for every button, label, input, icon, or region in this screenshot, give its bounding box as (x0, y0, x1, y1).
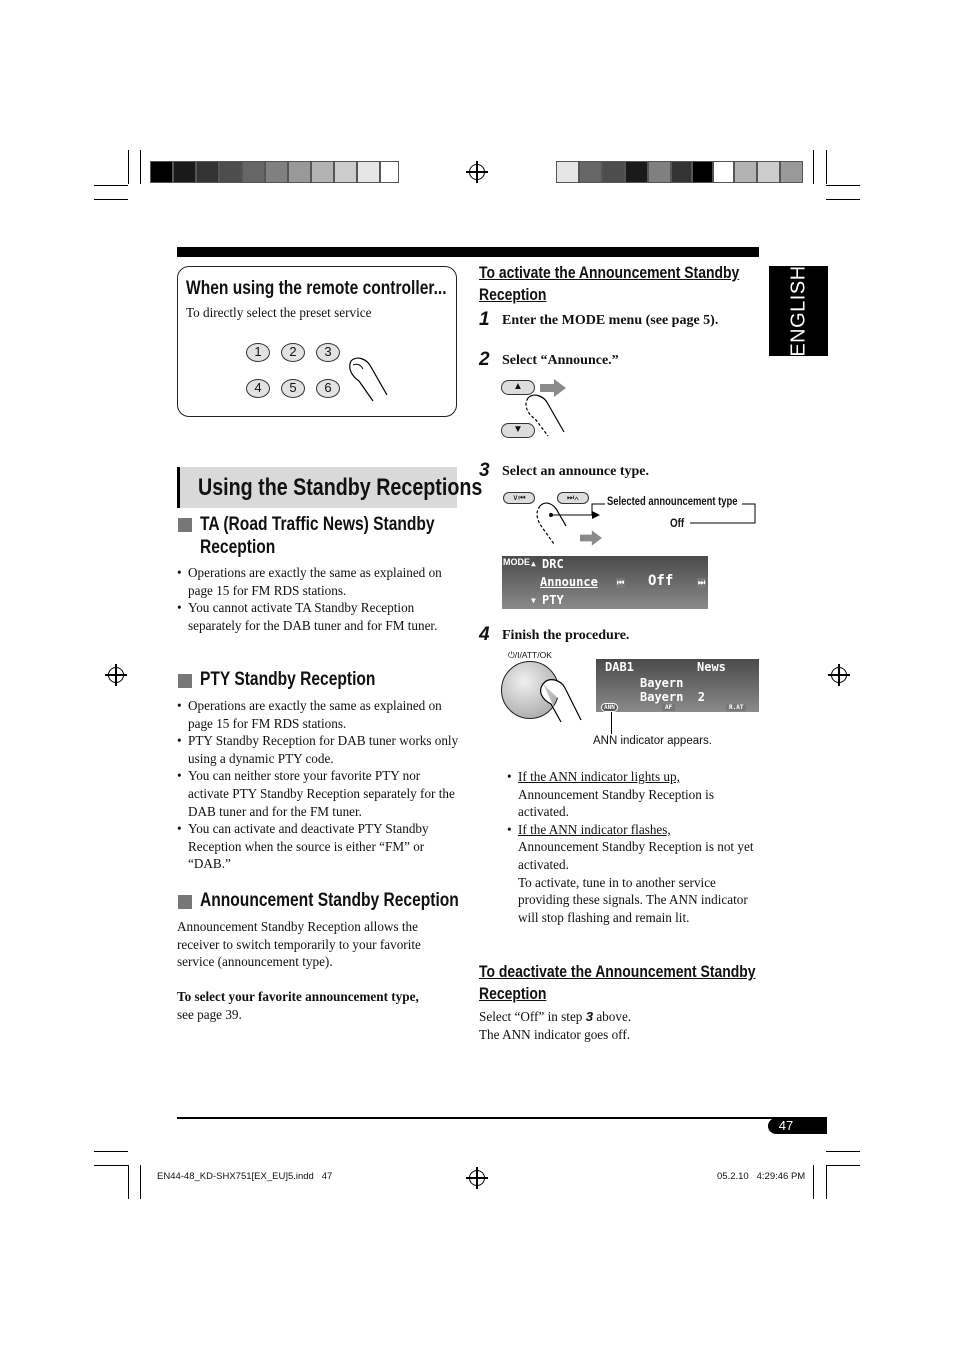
step-2 (479, 349, 619, 371)
note-text: Announcement Standby Reception is activated. (518, 786, 714, 820)
ta-heading-icon (178, 518, 192, 532)
registration-mark-left (108, 667, 124, 683)
bottom-rule (177, 1117, 827, 1119)
list-item: • You cannot activate TA Standby Reception separately for the DAB tuner and for FM tuner. (177, 599, 459, 634)
page-number-tab (768, 1118, 827, 1134)
announcement-heading-icon (178, 895, 192, 909)
up-arrow-icon: ▲ (531, 559, 536, 568)
rat-indicator: R.AT (726, 704, 746, 711)
list-item (507, 768, 759, 821)
ann-indicator: ANN (601, 703, 618, 712)
section-title-bar (177, 467, 483, 508)
step-text: Finish the procedure. (502, 628, 630, 643)
finger-icon (518, 392, 568, 438)
menu-item-pty: PTY (542, 593, 564, 607)
registration-mark-top (469, 164, 485, 180)
activate-heading-line1: To activate the Announcement Standby (479, 263, 740, 282)
activate-heading (479, 262, 739, 306)
ann-notes-list (507, 768, 759, 926)
ta-heading (200, 513, 435, 559)
list-item (507, 821, 759, 927)
deactivate-step-ref: 3 (585, 1009, 594, 1024)
mode-label: MODE (503, 557, 530, 567)
menu-item-drc: DRC (542, 557, 564, 571)
ann-pointer-line (611, 712, 612, 734)
step-number: 2 (479, 349, 490, 370)
step-4 (479, 624, 630, 646)
seek-back-small-icon: ⏮ (617, 578, 625, 587)
down-arrow-icon: ▼ (531, 596, 536, 605)
deactivate-heading (479, 961, 756, 1005)
pty-heading-icon (178, 674, 192, 688)
dab-source: DAB1 (605, 660, 634, 674)
step-text: Select an announce type. (502, 464, 649, 479)
list-item: • You can neither store your favorite PTY nor activate PTY Standby Reception separately for the DAB tuner and for the FM tuner. (177, 767, 459, 820)
preset-key-4: 4 (246, 379, 270, 398)
announcement-heading: Announcement Standby Reception (200, 890, 459, 911)
pty-heading: PTY Standby Reception (200, 669, 376, 690)
section-title: Using the Standby Receptions (198, 474, 483, 501)
footer-file: EN44-48_KD-SHX751[EX_EU]5.indd 47 (157, 1171, 333, 1182)
ta-bullet-list (177, 564, 459, 634)
up-button-icon: ▲ (501, 380, 535, 395)
list-item: • Operations are exactly the same as explained on page 15 for FM RDS stations. (177, 564, 459, 599)
deactivate-body (479, 1008, 759, 1043)
menu-item-announce: Announce (540, 575, 598, 589)
knob-label: ⏻/I/ATT/OK (508, 650, 552, 660)
step-3 (479, 460, 649, 482)
preset-key-5: 5 (281, 379, 305, 398)
af-indicator: AF (662, 704, 675, 711)
language-tab (769, 266, 828, 356)
step-1 (479, 309, 719, 331)
mode-menu-display (502, 556, 708, 609)
seek-back-button-icon: ∨⏮ (503, 492, 535, 504)
preset-key-3: 3 (316, 343, 340, 362)
down-button-icon: ▼ (501, 423, 535, 438)
dab-news: News (697, 660, 726, 674)
announcement-body: Announcement Standby Reception allows the receiver to switch temporarily to your favorite service (announcement type). (177, 919, 421, 970)
seek-forward-small-icon: ⏭ (698, 578, 706, 587)
language-tab-label: ENGLISH (787, 265, 810, 357)
footer-date: 05.2.10 4:29:46 PM (717, 1171, 806, 1182)
dab-display (596, 659, 759, 712)
ta-heading-line1: TA (Road Traffic News) Standby (200, 514, 435, 535)
deactivate-line2: The ANN indicator goes off. (479, 1026, 631, 1042)
favorite-announcement-note (177, 988, 455, 1023)
page-number: 47 (778, 1118, 794, 1133)
preset-key-1: 1 (246, 343, 270, 362)
remote-box-subtitle: To directly select the preset service (186, 305, 372, 320)
ta-heading-line2: Reception (200, 537, 276, 558)
list-item: • PTY Standby Reception for DAB tuner works only using a dynamic PTY code. (177, 732, 459, 767)
ann-caption: ANN indicator appears. (593, 735, 712, 747)
registration-mark-bottom (469, 1170, 485, 1186)
pty-bullet-list (177, 697, 459, 873)
remote-controller-box (177, 266, 457, 417)
callout-selected-type: Selected announcement type (607, 496, 738, 508)
menu-value: Off (648, 573, 674, 589)
step-number: 3 (479, 460, 490, 481)
deactivate-line1-pre: Select “Off” in step (479, 1009, 586, 1024)
step-number: 4 (479, 624, 490, 645)
favorite-bold: To select your favorite announcement type, (177, 989, 419, 1004)
registration-mark-right (831, 667, 847, 683)
finger-icon (343, 355, 393, 405)
step-text: Enter the MODE menu (see page 5). (502, 313, 719, 328)
favorite-rest: see page 39. (177, 1006, 242, 1022)
preset-key-6: 6 (316, 379, 340, 398)
activate-heading-line2: Reception (479, 285, 547, 304)
finger-icon (535, 676, 585, 724)
deactivate-heading-line1: To deactivate the Announcement Standby (479, 962, 756, 981)
dab-line1: Bayern (640, 676, 684, 690)
note-text: Announcement Standby Reception is not yet activated. (518, 839, 754, 872)
list-item: • Operations are exactly the same as explained on page 15 for FM RDS stations. (177, 697, 459, 732)
top-rule (177, 247, 759, 257)
list-item: • You can activate and deactivate PTY Standby Reception when the source is either “FM” or “DAB.” (177, 820, 459, 873)
step-text: Select “Announce.” (502, 353, 619, 368)
remote-box-title: When using the remote controller... (186, 278, 447, 299)
note-link: If the ANN indicator lights up, (518, 769, 680, 784)
dab-line2: Bayern 2 (640, 690, 706, 704)
step-number: 1 (479, 309, 490, 330)
callout-off: Off (670, 516, 685, 530)
arrow-right-icon (580, 530, 602, 546)
deactivate-line1-post: above. (593, 1009, 632, 1024)
preset-key-2: 2 (281, 343, 305, 362)
seek-forward-button-icon: ⏭∧ (557, 492, 589, 504)
deactivate-heading-line2: Reception (479, 984, 547, 1003)
note-text-2: To activate, tune in to another service providing these signals. The ANN indicator will stop flashing and remain lit. (518, 874, 748, 925)
note-link: If the ANN indicator flashes, (518, 821, 671, 837)
